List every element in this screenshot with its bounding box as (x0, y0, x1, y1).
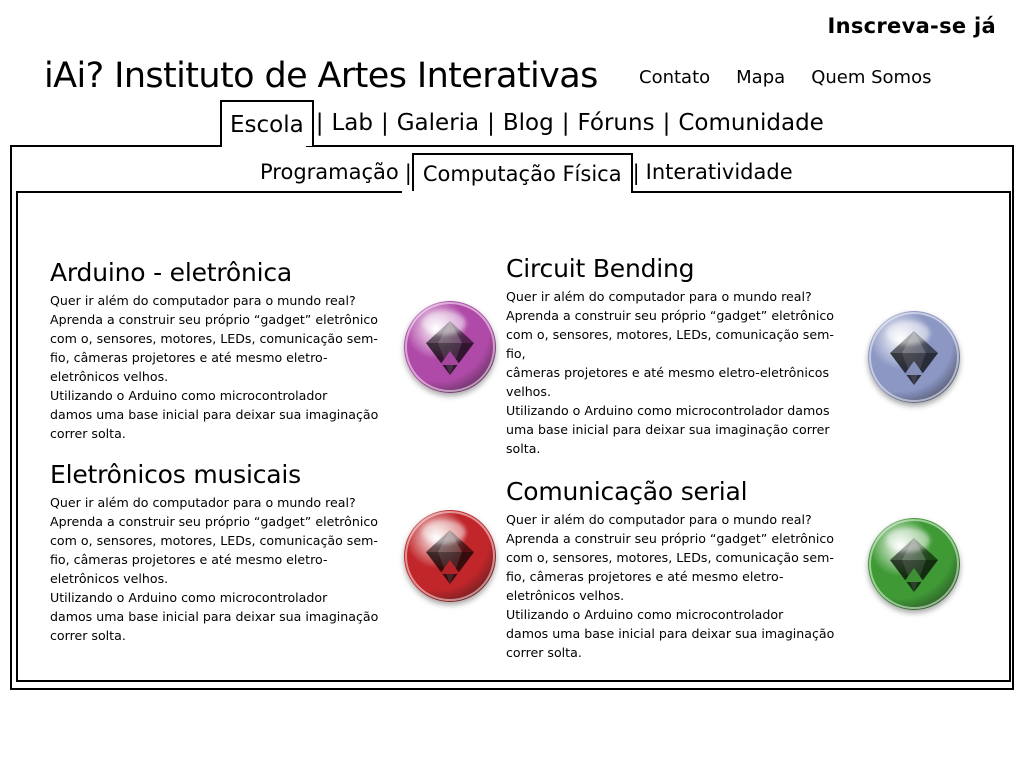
course-title[interactable]: Arduino - eletrônica (50, 258, 293, 287)
nav-separator: | (632, 160, 640, 185)
course-description: Quer ir além do computador para o mundo real? Aprenda a construir seu próprio “gadget” eletrônico com o, sensores, motores, LEDs, comunicação sem- fio, câmeras projetores e até mesmo eletro- eletrônicos velhos. Utilizando o Arduino como microcontrolador damos uma base inicial para deixar sua imaginação correr solta. (506, 512, 835, 660)
blue-gem-icon[interactable] (868, 311, 960, 403)
tab-galeria[interactable]: Galeria (396, 110, 480, 136)
course-title[interactable]: Comunicação serial (506, 477, 748, 506)
course-title[interactable]: Eletrônicos musicais (50, 460, 301, 489)
nav-separator: | (404, 160, 412, 185)
nav-separator: | (487, 110, 495, 136)
course-card (50, 258, 395, 443)
nav-separator: | (315, 110, 324, 136)
tab-foruns[interactable]: Fóruns (577, 110, 655, 136)
red-gem-icon[interactable] (404, 510, 496, 602)
course-title[interactable]: Circuit Bending (506, 254, 695, 283)
tab-comunidade[interactable]: Comunidade (678, 110, 824, 136)
course-card (50, 460, 395, 645)
purple-gem-icon[interactable] (404, 301, 496, 393)
course-card (506, 254, 851, 458)
nav-separator: | (561, 110, 570, 136)
course-description: Quer ir além do computador para o mundo real? Aprenda a construir seu próprio “gadget” eletrônico com o, sensores, motores, LEDs, comunicação sem- fio, câmeras projetores e até mesmo eletro- eletrônicos velhos. Utilizando o Arduino como microcontrolador damos uma base inicial para deixar sua imaginação correr solta. (50, 293, 379, 441)
subtab-computacao-fisica[interactable]: Computação Física (412, 153, 633, 193)
sub-nav (254, 153, 799, 192)
subtab-interatividade[interactable]: Interatividade (645, 160, 793, 184)
course-card (506, 477, 851, 662)
course-description: Quer ir além do computador para o mundo real? Aprenda a construir seu próprio “gadget” eletrônico com o, sensores, motores, LEDs, comunicação sem- fio, câmeras projetores e até mesmo eletro- eletrônicos velhos. Utilizando o Arduino como microcontrolador damos uma base inicial para deixar sua imaginação correr solta. (50, 495, 379, 643)
tab-lab[interactable]: Lab (331, 110, 373, 136)
contact-link[interactable]: Contato (639, 67, 711, 88)
signup-link[interactable]: Inscreva-se já (827, 14, 996, 38)
tab-blog[interactable]: Blog (502, 110, 554, 136)
course-description: Quer ir além do computador para o mundo real? Aprenda a construir seu próprio “gadget” eletrônico com o, sensores, motores, LEDs, comunicação sem-fio, câmeras projetores e até mesmo eletro-eletrônicos velhos. Utilizando o Arduino como microcontrolador damos uma base inicial para deixar sua imaginação correr solta. (506, 289, 834, 456)
tab-gap (402, 191, 620, 195)
map-link[interactable]: Mapa (736, 67, 786, 88)
nav-separator: | (380, 110, 389, 136)
top-links (639, 67, 931, 88)
main-nav (220, 100, 830, 146)
tab-escola[interactable]: Escola (220, 100, 314, 146)
about-link[interactable]: Quem Somos (811, 67, 932, 88)
subtab-programacao[interactable]: Programação (260, 160, 399, 184)
site-title[interactable]: iAi? Instituto de Artes Interativas (44, 56, 598, 96)
green-gem-icon[interactable] (868, 518, 960, 610)
nav-separator: | (662, 110, 671, 136)
